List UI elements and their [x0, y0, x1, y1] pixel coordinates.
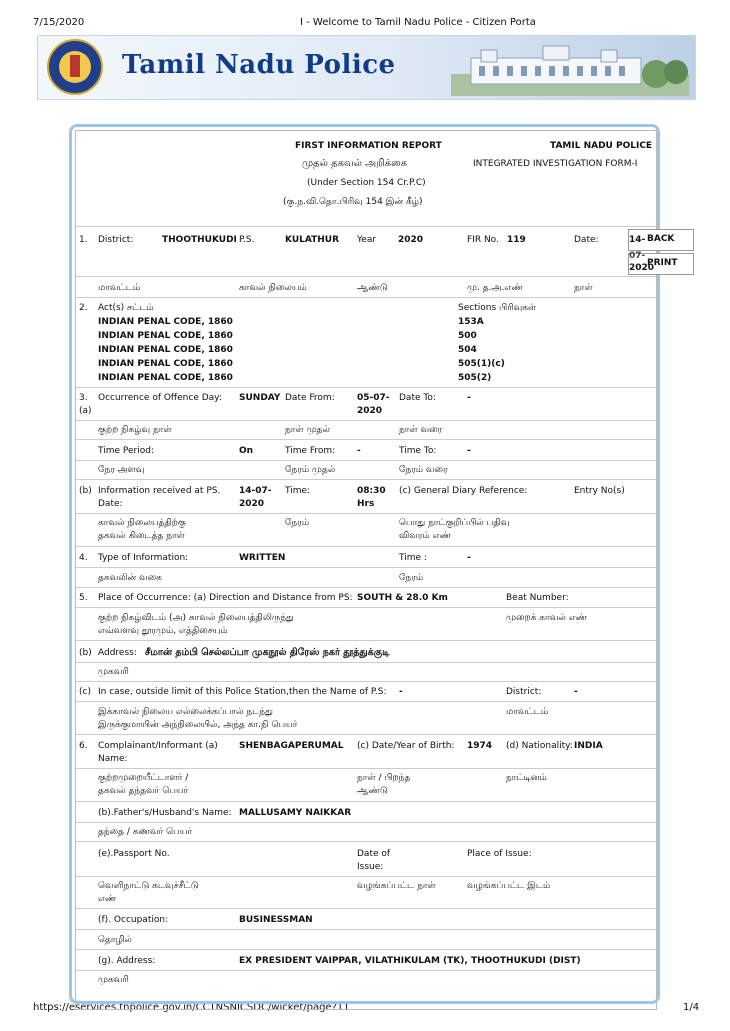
passport-label-tamil: எண்: [98, 894, 117, 904]
date-value: 14-: [629, 235, 646, 245]
beat-number-label-tamil: முறைக் காவல் எண்: [506, 613, 588, 623]
act-item: INDIAN PENAL CODE, 1860: [98, 359, 233, 369]
divider: [76, 387, 656, 388]
divider: [76, 607, 656, 608]
complainant-label: Name:: [98, 754, 128, 764]
report-title: FIRST INFORMATION REPORT: [295, 141, 442, 151]
act-item: INDIAN PENAL CODE, 1860: [98, 373, 233, 383]
time-label: Time :: [399, 553, 427, 563]
district-value: THOOTHUKUDI: [162, 235, 237, 245]
date-from-value: 05-07-: [357, 393, 390, 403]
outside-limit-label-tamil: இருக்குமாயின் அந்நிலையில், அந்த கா.நி பெயர்: [98, 720, 298, 730]
row-number: (b): [79, 486, 92, 496]
occupation-value: BUSINESSMAN: [239, 915, 313, 925]
org-name: TAMIL NADU POLICE: [550, 141, 653, 151]
print-url: https://eservices.tnpolice.gov.in/CCTNSNICSDC/wicket/page?11: [33, 1002, 350, 1013]
date-from-value: 2020: [357, 406, 383, 416]
occurrence-day-label-tamil: குற்ற நிகழ்வு நாள்: [98, 425, 172, 435]
info-received-label: Information received at PS.: [98, 486, 221, 496]
headquarters-building-icon: [451, 44, 689, 96]
divider: [76, 460, 656, 461]
row-number: 4.: [79, 553, 88, 563]
ps-value: KULATHUR: [285, 235, 340, 245]
divider: [76, 567, 656, 568]
issue-date-label: Date of: [357, 849, 391, 859]
divider: [76, 681, 656, 682]
birth-label-tamil: ஆண்டு: [357, 786, 388, 796]
print-page-title: I - Welcome to Tamil Nadu Police - Citizen Porta: [300, 17, 536, 28]
time-to-value: -: [467, 446, 471, 456]
divider: [76, 479, 656, 480]
divider: [76, 662, 656, 663]
time-to-label-tamil: நேரம் வரை: [399, 465, 448, 475]
time-value: 08:30: [357, 486, 386, 496]
outside-limit-label: In case, outside limit of this Police Station,then the Name of P.S:: [98, 687, 387, 697]
divider: [76, 701, 656, 702]
date-to-label-tamil: நாள் வரை: [399, 425, 443, 435]
occupation-label-tamil: தொழில்: [98, 935, 132, 945]
outside-district-value: -: [574, 687, 578, 697]
place-of-occurrence-label: Place of Occurrence: (a) Direction and Distance from PS:: [98, 593, 353, 603]
row-sub-number: (c): [79, 687, 91, 697]
divider: [76, 949, 656, 950]
occurrence-day-value: SUNDAY: [239, 393, 281, 403]
district-label-tamil: மாவட்டம்: [98, 283, 141, 293]
date-to-label: Date To:: [399, 393, 436, 403]
act-item: INDIAN PENAL CODE, 1860: [98, 345, 233, 355]
birth-value: 1974: [467, 741, 493, 751]
general-diary-label: (c) General Diary Reference:: [399, 486, 528, 496]
time-period-value: On: [239, 446, 254, 456]
section-item: 153A: [458, 317, 484, 327]
divider: [76, 929, 656, 930]
district-label: District:: [98, 235, 134, 245]
section-item: 505(2): [458, 373, 492, 383]
nationality-label-tamil: நாட்டினம்: [506, 773, 547, 783]
year-label-tamil: ஆண்டு: [357, 283, 388, 293]
outside-limit-value: -: [399, 687, 403, 697]
fir-value: 119: [507, 235, 526, 245]
complainant-value: SHENBAGAPERUMAL: [239, 741, 344, 751]
issue-place-label: Place of Issue:: [467, 849, 532, 859]
row-number: 1.: [79, 235, 88, 245]
info-type-label: Type of Information:: [98, 553, 189, 563]
divider: [76, 822, 656, 823]
outside-district-label-tamil: மாவட்டம்: [506, 707, 549, 717]
year-value: 2020: [398, 235, 424, 245]
divider: [76, 546, 656, 547]
date-value: 07-: [629, 251, 646, 261]
father-name-value: MALLUSAMY NAIKKAR: [239, 808, 352, 818]
address-value: சீமான் தம்பி செல்லப்பா முகநூல் திரேஸ் நகர் தூத்துக்குடி: [145, 647, 390, 658]
place-of-occurrence-value: SOUTH & 28.0 Km: [357, 593, 448, 603]
birth-label-tamil: நாள் / பிறந்த: [357, 773, 411, 783]
back-button[interactable]: BACK: [628, 229, 694, 251]
date-label-tamil: நாள்: [574, 283, 593, 293]
divider: [76, 841, 656, 842]
complainant-label: Complainant/Informant (a): [98, 741, 218, 751]
divider: [76, 587, 656, 588]
report-section-tamil: (கு.ந.வி.தொ.பிரிவு 154 இன் கீழ்): [283, 197, 423, 207]
entry-number-label: Entry No(s): [574, 486, 625, 496]
date-from-label: Date From:: [285, 393, 335, 403]
father-name-label: (b).Father's/Husband's Name:: [98, 808, 232, 818]
year-label: Year: [357, 235, 377, 245]
row-sub-number: (b): [79, 648, 92, 658]
row-number: 2.: [79, 303, 88, 313]
divider: [76, 439, 656, 440]
issue-date-label-tamil: வழங்கப்பட்ட நாள்: [357, 881, 436, 891]
date-label: Date:: [574, 235, 599, 245]
outside-limit-label-tamil: இக்காவல் நிலைய எல்லைக்கப்பால் நடந்து: [98, 707, 273, 717]
row-number: 5.: [79, 593, 88, 603]
divider: [76, 297, 656, 298]
divider: [76, 226, 656, 227]
time-from-value: -: [357, 446, 361, 456]
print-page-number: 1/4: [683, 1002, 700, 1013]
info-type-label-tamil: தகவலின் வகை: [98, 573, 162, 583]
report-inner-border: [75, 130, 657, 1010]
section-item: 500: [458, 331, 477, 341]
place-label-tamil: குற்ற நிகழ்விடம் (அ) காவல் நிலையத்திலிருந்து: [98, 613, 294, 623]
info-type-value: WRITTEN: [239, 553, 286, 563]
occurrence-day-label: Occurrence of Offence Day:: [98, 393, 222, 403]
sections-label: Sections பிரிவுகள்: [458, 303, 537, 313]
row-sub-number: (a): [79, 406, 92, 416]
acts-label: Act(s) சட்டம்: [98, 303, 154, 313]
site-banner: [37, 35, 696, 100]
info-received-value: 14-07-: [239, 486, 272, 496]
print-button[interactable]: PRINT: [628, 253, 694, 275]
divider: [76, 276, 656, 277]
passport-label-tamil: வெளிநாட்டு கடவுச்சீட்டு: [98, 881, 199, 891]
time-label: Time:: [285, 486, 311, 496]
outside-district-label: District:: [506, 687, 542, 697]
fir-label-tamil: மு. த.அ.எண்: [467, 283, 523, 293]
section-item: 504: [458, 345, 477, 355]
complainant-label-tamil: தகவல் தந்தவர் பெயர்: [98, 786, 189, 796]
complainant-address-value: EX PRESIDENT VAIPPAR, VILATHIKULAM (TK), THOOTHUKUDI (DIST): [239, 956, 581, 966]
birth-label: (c) Date/Year of Birth:: [357, 741, 455, 751]
complainant-label-tamil: குற்றமுறையீட்டாளர் /: [98, 773, 189, 783]
info-received-label-tamil: தகவல் கிடைத்த நாள்: [98, 531, 185, 541]
address-label: Address:: [98, 648, 137, 658]
ps-label: P.S.: [239, 235, 255, 245]
place-label-tamil: எவ்வளவு தூரமும், எத்திசையும்: [98, 626, 228, 636]
report-title-tamil: முதல் தகவல் அறிக்கை: [302, 158, 408, 169]
complainant-address-label-tamil: முகவரி: [98, 975, 129, 985]
issue-place-label-tamil: வழங்கப்பட்ட இடம்: [467, 881, 551, 891]
section-item: 505(1)(c): [458, 359, 505, 369]
time-from-label-tamil: நேரம் முதல்: [285, 465, 336, 475]
divider: [76, 734, 656, 735]
issue-date-label: Issue:: [357, 862, 384, 872]
divider: [76, 513, 656, 514]
time-label-tamil: நேரம்: [399, 573, 424, 583]
time-to-label: Time To:: [399, 446, 437, 456]
info-received-label: Date:: [98, 499, 123, 509]
divider: [76, 801, 656, 802]
address-label-tamil: முகவரி: [98, 667, 129, 677]
time-label-tamil: நேரம்: [285, 518, 310, 528]
act-item: INDIAN PENAL CODE, 1860: [98, 317, 233, 327]
form-name: INTEGRATED INVESTIGATION FORM-I: [473, 159, 638, 169]
divider: [76, 768, 656, 769]
complainant-address-label: (g). Address:: [98, 956, 156, 966]
time-period-label: Time Period:: [98, 446, 154, 456]
divider: [76, 908, 656, 909]
occupation-label: (f). Occupation:: [98, 915, 169, 925]
time-value: -: [467, 553, 471, 563]
row-number: 6.: [79, 741, 88, 751]
row-number: 3.: [79, 393, 88, 403]
divider: [76, 876, 656, 877]
info-received-value: 2020: [239, 499, 265, 509]
police-emblem-icon: [47, 39, 103, 95]
report-section: (Under Section 154 Cr.P.C): [307, 178, 426, 188]
father-name-label-tamil: தந்தை / கணவர் பெயர்: [98, 827, 193, 837]
time-value: Hrs: [357, 499, 375, 509]
general-diary-label-tamil: விவரம் எண்: [399, 531, 452, 541]
date-to-value: -: [467, 393, 471, 403]
banner-title: Tamil Nadu Police: [122, 50, 396, 80]
ps-label-tamil: காவல் நிலையம்: [239, 283, 307, 293]
nationality-value: INDIA: [574, 741, 603, 751]
print-date: 7/15/2020: [33, 17, 85, 28]
passport-label: (e).Passport No.: [98, 849, 170, 859]
fir-label: FIR No.: [467, 235, 499, 245]
beat-number-label: Beat Number:: [506, 593, 569, 603]
general-diary-label-tamil: பொது நாட்குறிப்பில் பதிவு: [399, 518, 510, 528]
act-item: INDIAN PENAL CODE, 1860: [98, 331, 233, 341]
divider: [76, 970, 656, 971]
date-from-label-tamil: நாள் முதல்: [285, 425, 330, 435]
info-received-label-tamil: காவல் நிலையத்திற்கு: [98, 518, 186, 528]
nationality-label: (d) Nationality:: [506, 741, 573, 751]
time-period-label-tamil: நேர அளவு: [98, 465, 145, 475]
date-value: 2020: [629, 263, 655, 273]
divider: [76, 420, 656, 421]
time-from-label: Time From:: [285, 446, 336, 456]
divider: [76, 640, 656, 641]
